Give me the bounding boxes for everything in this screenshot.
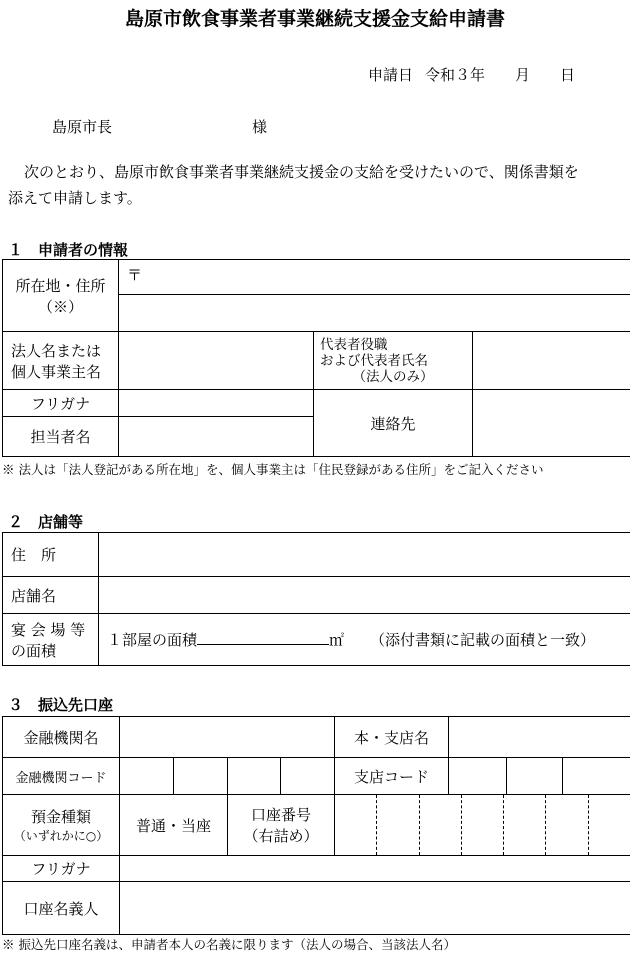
bank-name-label: 金融機関名 (23, 729, 98, 747)
branch-code-digit-2[interactable] (507, 758, 563, 795)
furigana-label-cell (3, 390, 119, 417)
banquet-label-2: の面積 (11, 640, 98, 661)
branch-name-label: 本・支店名 (354, 729, 429, 747)
bank-name-field[interactable] (120, 717, 335, 758)
account-number-label-cell (228, 795, 335, 856)
section1-note: ※ 法人は「法人登記がある所在地」を、個人事業主は「住民登録がある住所」をご記入ください (2, 460, 543, 478)
store-table (2, 532, 630, 666)
account-digit-3[interactable] (420, 795, 462, 855)
applicant-name-field[interactable] (119, 332, 314, 390)
contact-person-field[interactable] (119, 417, 314, 457)
store-address-label-cell (3, 533, 99, 577)
intro-line-2: 添えて申請します。 (8, 187, 142, 208)
representative-field[interactable] (473, 332, 630, 390)
store-name-field[interactable] (99, 577, 630, 614)
store-address-field[interactable] (99, 533, 630, 577)
section2-heading: ２ 店舗等 (8, 511, 83, 532)
address-label: 所在地・住所 (3, 275, 118, 296)
postal-code-field[interactable] (119, 260, 630, 295)
furigana-label: フリガナ (31, 395, 90, 413)
account-digit-4[interactable] (462, 795, 504, 855)
address-field[interactable] (119, 295, 630, 332)
name-label-cell (3, 332, 119, 390)
account-digit-1[interactable] (335, 795, 377, 855)
rep-label-2: および代表者氏名 (314, 353, 472, 369)
banquet-area-label-cell (3, 614, 99, 666)
area-unit: ㎡ (329, 631, 344, 649)
branch-code-label: 支店コード (354, 768, 429, 786)
bank-name-label-cell (3, 717, 120, 758)
date-month: 月 (515, 66, 530, 84)
postal-mark: 〒 (127, 266, 142, 284)
contact-person-label-cell (3, 417, 119, 457)
address-label-cell (3, 260, 119, 332)
account-number-sub: （右詰め） (228, 825, 334, 846)
bank-code-label: 金融機関コード (15, 771, 106, 786)
store-name-label: 店舗名 (11, 587, 56, 605)
address-label-note: （※） (3, 296, 118, 317)
account-digit-2[interactable] (377, 795, 419, 855)
intro-line-1: 次のとおり、島原市飲食事業者事業継続支援金の支給を受けたいので、関係書類を (24, 161, 579, 182)
date-era: 令和３年 (425, 66, 485, 84)
furigana-field[interactable] (119, 390, 314, 417)
deposit-type-sub: （いずれかに○） (3, 827, 119, 844)
name-label-1: 法人名または (11, 340, 118, 361)
bank-table (2, 716, 630, 935)
holder-label: 口座名義人 (23, 900, 98, 918)
holder-label-cell (3, 882, 120, 935)
branch-name-label-cell (335, 717, 449, 758)
date-label: 申請日 (368, 66, 413, 84)
account-digit-7[interactable] (589, 795, 630, 855)
banquet-label-1: 宴 会 場 等 (11, 619, 98, 640)
section3-heading: ３ 振込先口座 (8, 694, 113, 715)
deposit-type-value: 普通・当座 (136, 817, 211, 835)
account-digit-6[interactable] (546, 795, 588, 855)
bank-code-digit-2[interactable] (174, 758, 228, 795)
bank-code-label-cell (3, 758, 120, 795)
account-number-field[interactable] (335, 795, 630, 856)
contact-label-cell (314, 390, 473, 457)
rep-label-3: （法人のみ） (314, 369, 472, 385)
store-name-label-cell (3, 577, 99, 614)
area-prefix: １部屋の面積 (107, 631, 197, 649)
addressee-honorific: 様 (252, 116, 267, 137)
contact-field[interactable] (473, 390, 630, 457)
area-input-line[interactable] (197, 630, 329, 645)
holder-furigana-label-cell (3, 856, 120, 882)
branch-name-field[interactable] (449, 717, 630, 758)
contact-person-label: 担当者名 (30, 428, 90, 446)
addressee-name: 島原市長 (52, 116, 112, 137)
page-title: 島原市飲食事業者事業継続支援金支給申請書 (0, 4, 630, 31)
deposit-type-field[interactable] (120, 795, 228, 856)
name-label-2: 個人事業主名 (11, 361, 118, 382)
account-digit-5[interactable] (504, 795, 546, 855)
applicant-table (2, 259, 630, 457)
banquet-area-cell (99, 614, 630, 666)
holder-field[interactable] (120, 882, 630, 935)
area-note: （添付書類に記載の面積と一致） (370, 631, 595, 649)
branch-code-label-cell (335, 758, 449, 795)
holder-furigana-label: フリガナ (31, 860, 90, 878)
section1-heading: １ 申請者の情報 (8, 239, 128, 260)
branch-code-digit-3[interactable] (563, 758, 630, 795)
application-date (368, 64, 575, 85)
rep-label-1: 代表者役職 (314, 337, 472, 353)
deposit-type-label: 預金種類 (3, 806, 119, 827)
branch-code-digit-1[interactable] (449, 758, 507, 795)
bank-code-digit-3[interactable] (228, 758, 281, 795)
store-address-label: 住 所 (11, 546, 56, 564)
representative-label-cell (314, 332, 473, 390)
deposit-type-label-cell (3, 795, 120, 856)
account-number-label: 口座番号 (228, 804, 334, 825)
contact-label: 連絡先 (370, 415, 415, 433)
bank-code-digit-1[interactable] (120, 758, 174, 795)
holder-furigana-field[interactable] (120, 856, 630, 882)
date-day: 日 (560, 66, 575, 84)
section3-note: ※ 振込先口座名義は、申請者本人の名義に限ります（法人の場合、当該法人名） (2, 935, 456, 953)
bank-code-digit-4[interactable] (281, 758, 335, 795)
account-number-digits (335, 795, 630, 855)
